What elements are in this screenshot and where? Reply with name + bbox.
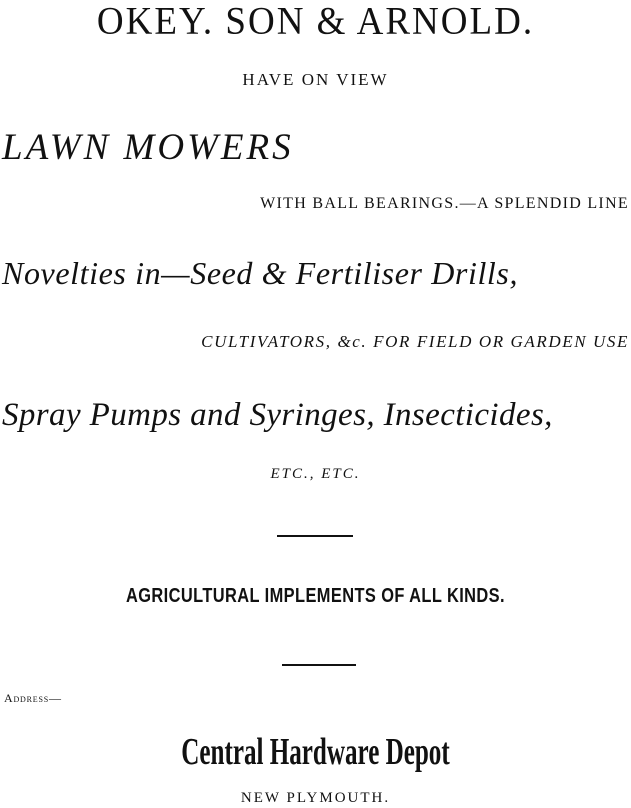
divider-rule-upper <box>277 535 353 537</box>
etc-line: ETC., ETC. <box>270 466 361 482</box>
lawn-mowers-heading: LAWN MOWERS <box>2 127 294 168</box>
divider-rule-lower <box>282 664 356 666</box>
agricultural-implements-line: AGRICULTURAL IMPLEMENTS OF ALL KINDS. <box>125 585 505 607</box>
novelties-heading: Novelties in—Seed & Fertiliser Drills, <box>2 255 519 291</box>
intro-line: HAVE ON VIEW <box>242 70 389 89</box>
depot-name: Central Hardware Depot <box>181 731 450 773</box>
address-label: Address— <box>4 691 62 705</box>
cultivators-line: CULTIVATORS, &c. FOR FIELD OR GARDEN USE <box>201 332 629 351</box>
spray-pumps-heading: Spray Pumps and Syringes, Insecticides, <box>2 397 553 433</box>
ball-bearings-line: WITH BALL BEARINGS.—A SPLENDID LINE <box>260 195 629 212</box>
firm-name: OKEY. SON & ARNOLD. <box>96 0 535 44</box>
town-name: NEW PLYMOUTH. <box>240 790 391 806</box>
